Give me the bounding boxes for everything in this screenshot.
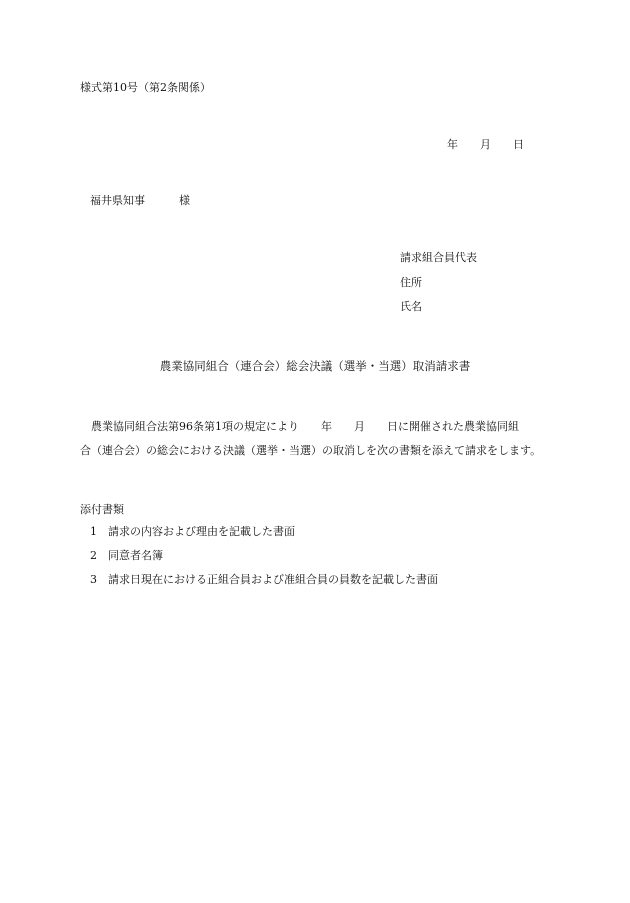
form-number: 様式第10号（第2条関係） <box>80 81 211 94</box>
body-text <box>80 415 560 463</box>
date-year: 年 <box>447 138 458 151</box>
addressee <box>90 194 190 208</box>
requester-representative: 請求組合員代表 <box>400 251 477 264</box>
requester-name-label: 氏名 <box>400 300 422 313</box>
body-line-2: 合（連合会）の総会における決議（選挙・当選）の取消しを次の書類を添えて請求をします。 <box>80 444 542 457</box>
attachments-heading: 添付書類 <box>80 503 124 516</box>
document-title: 農業協同組合（連合会）総会決議（選挙・当選）取消請求書 <box>159 359 471 373</box>
requester-address-label: 住所 <box>400 276 422 289</box>
list-item: 1 請求の内容および理由を記載した書面 <box>90 525 295 538</box>
list-item: 3 請求日現在における正組合員および准組合員の員数を記載した書面 <box>90 573 438 586</box>
date-line <box>447 138 524 152</box>
body-line-1: 農業協同組合法第96条第1項の規定により 年 月 日に開催された農業協同組 <box>80 420 519 433</box>
date-day: 日 <box>513 138 524 151</box>
date-month: 月 <box>480 138 491 151</box>
addressee-honorific: 様 <box>179 194 190 207</box>
attachments-list <box>90 520 438 592</box>
body-year: 年 <box>321 420 332 433</box>
list-item: 2 同意者名簿 <box>90 549 163 562</box>
addressee-name: 福井県知事 <box>90 194 145 207</box>
body-month: 月 <box>354 420 365 433</box>
